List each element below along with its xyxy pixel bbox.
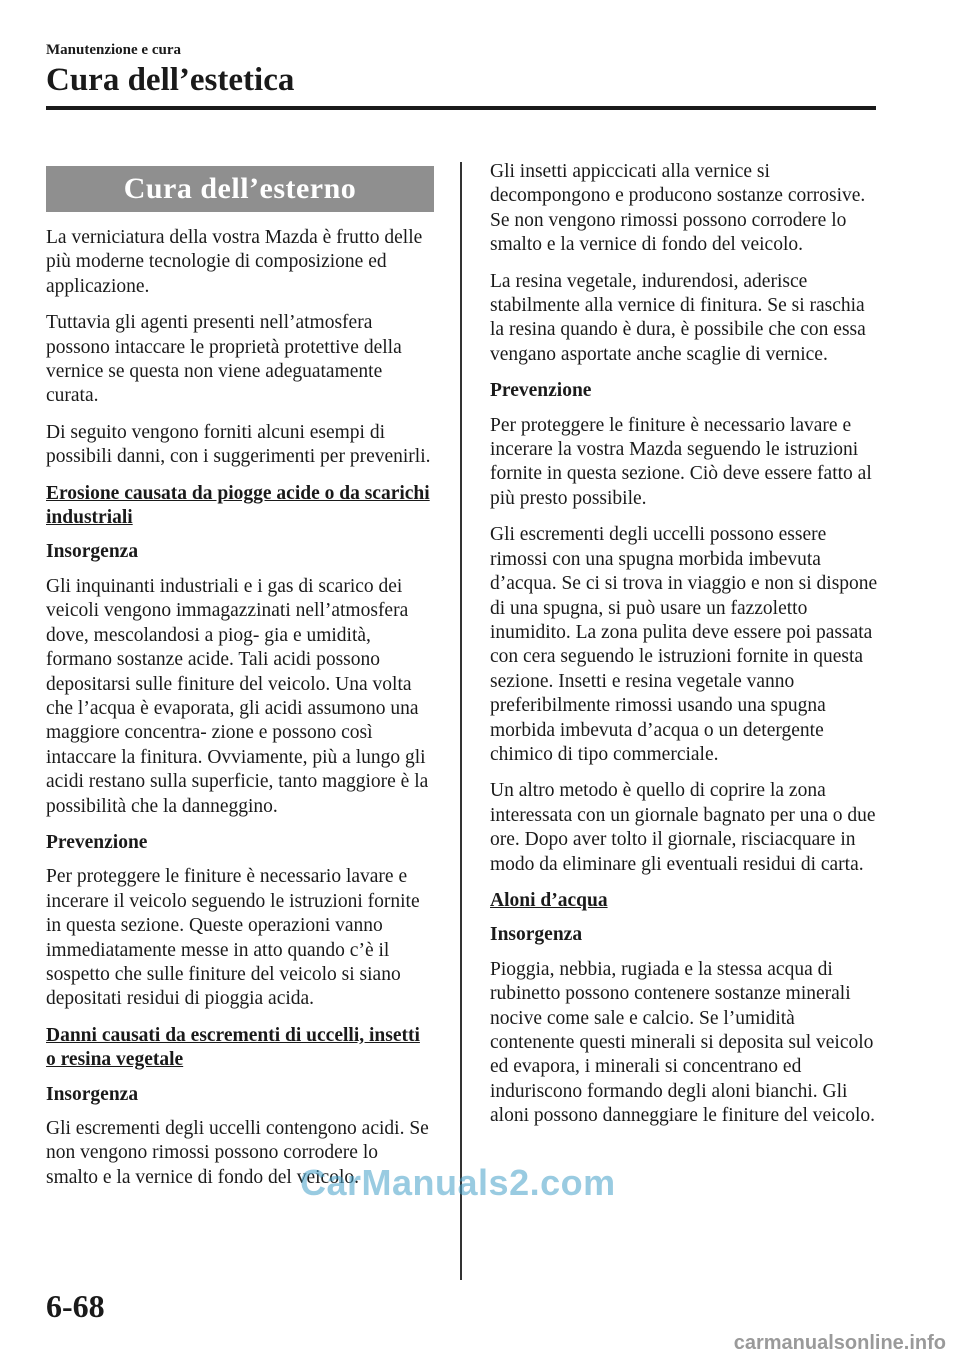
section-heading-water-spots: Aloni d’acqua [490,889,608,911]
body-paragraph: Gli escrementi degli uccelli contengono acidi. Se non vengono rimossi possono corrodere lo smalto e la vernice di fondo del veicolo. [46,1118,429,1188]
right-column [490,160,878,1141]
body-paragraph: Un altro metodo è quello di coprire la zona interessata con un giornale bagnato per una o due ore. Dopo aver tolto il giornale, risciacquare in modo da eliminare gli eventuali residui di carta. [490,780,876,875]
section-banner: Cura dell’esterno [46,166,434,212]
intro-paragraph: Di seguito vengono forniti alcuni esempi di possibili danni, con i suggerimenti per prevenirli. [46,421,431,468]
subheading-insorgenza: Insorgenza [490,924,583,946]
body-paragraph: Pioggia, nebbia, rugiada e la stessa acqua di rubinetto possono contenere sostanze minerali nocive come sale e calcio. Se l’umidità contenente questi minerali si deposita sul veicolo ed evapora, i minerali si concentrano ed induriscono formando degli aloni bianchi. Gli aloni possono danneggiare le finiture del veicolo. [490,958,876,1127]
intro-paragraph: Tuttavia gli agenti presenti nell’atmosfera possono intaccare le proprietà protettive della vernice se questa non viene adeguatamente curata. [46,312,402,407]
section-heading-acid-rain: Erosione causata da piogge acide o da scarichi industriali [46,482,430,529]
body-paragraph: Gli inquinanti industriali e i gas di scarico dei veicoli vengono immagazzinati nell’atmosfera dove, mescolandosi a piog- gia e umidità, formano sostanze acide. Tali acidi possono depositarsi sulle finiture del veicolo. Una volta che l’acqua è evaporata, gli acidi assumono una maggiore concentra- zione e possono così intaccare la finitura. Ovviamente, più a lungo gli acidi restano sulla superficie, tanto maggiore è la possibilità che la danneggino. [46,575,429,817]
column-divider [460,162,462,1280]
intro-paragraph: La verniciatura della vostra Mazda è frutto delle più moderne tecnologie di composizione ed applicazione. [46,227,423,297]
breadcrumb: Manutenzione e cura [46,42,181,58]
body-paragraph: Gli insetti appiccicati alla vernice si decompongono e producono sostanze corrosive. Se non vengono rimossi possono corrodere lo smalto e la vernice di fondo del veicolo. [490,161,866,256]
page-title: Cura dell’estetica [46,62,295,98]
subheading-prevenzione: Prevenzione [46,831,148,853]
watermark-text: CarManuals2.com [300,1162,616,1203]
subheading-insorgenza: Insorgenza [46,541,139,563]
footer-site-link[interactable]: carmanualsonline.info [733,1332,946,1354]
body-paragraph: Per proteggere le finiture è necessario lavare e incerare la vostra Mazda seguendo le istruzioni fornite in questa sezione. Ciò deve essere fatto al più presto possibile. [490,414,872,509]
left-column [46,160,434,1202]
section-heading-bird-droppings: Danni causati da escrementi di uccelli, insetti o resina vegetale [46,1024,420,1071]
title-rule [46,106,876,110]
body-paragraph: Per proteggere le finiture è necessario lavare e incerare il veicolo seguendo le istruzioni fornite in questa sezione. Queste operazioni vanno immediatamente messe in atto quando c’è il sospetto che sulle finiture del veicolo si siano depositati residui di pioggia acida. [46,866,420,1010]
body-paragraph: Gli escrementi degli uccelli possono essere rimossi con una spugna morbida imbevuta d’acqua. Se ci si trova in viaggio e non si dispone di una spugna, si può usare un fazzoletto inumidito. La zona pulita deve essere poi passata con cera seguendo le istruzioni fornite in questa sezione. Insetti e resina vegetale vanno preferibilmente rimossi usando una spugna morbida imbevuta d’acqua o un detergente chimico di tipo commerciale. [490,524,878,765]
subheading-prevenzione: Prevenzione [490,380,592,402]
subheading-insorgenza: Insorgenza [46,1083,139,1105]
body-paragraph: La resina vegetale, indurendosi, aderisce stabilmente alla vernice di finitura. Se si raschia la resina quando è dura, è possibile che con essa vengano asportate anche scaglie di vernice. [490,270,866,365]
page-number: 6-68 [46,1288,105,1324]
